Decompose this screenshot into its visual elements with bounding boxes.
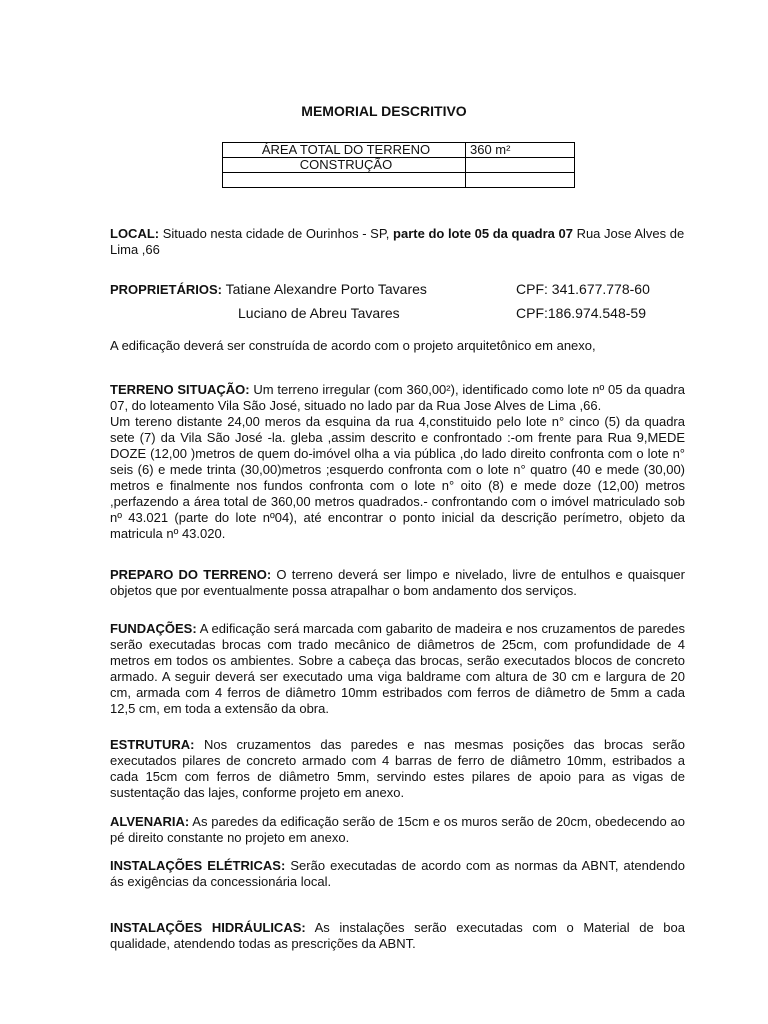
eletricas-text: Serão executadas de acordo com as normas da ABNT, atendendo ás exigências da concessionária local.: [110, 858, 685, 889]
intro-text: A edificação deverá ser construída de acordo com o projeto arquitetônico em anexo,: [110, 338, 596, 353]
terreno-text: Um terreno irregular (com 360,00²), identificado como lote nº 05 da quadra 07, do loteamento Vila São José, situado no lado par da Rua Jose Alves de Lima ,66.: [110, 382, 685, 413]
table-cell: [223, 173, 466, 188]
owner-cpf: CPF: 341.677.778-60: [516, 281, 650, 297]
local-section: [110, 226, 685, 258]
preparo-label: PREPARO DO TERRENO:: [110, 567, 272, 582]
estrutura-label: ESTRUTURA:: [110, 737, 195, 752]
preparo-section: [110, 567, 685, 599]
alvenaria-text: As paredes da edificação serão de 15cm e os muros serão de 20cm, obedecendo ao pé direito constante no projeto em anexo.: [110, 814, 685, 845]
table-cell: 360 m²: [466, 143, 575, 158]
area-table: [222, 142, 575, 188]
owners-label: PROPRIETÁRIOS:: [110, 282, 222, 297]
table-cell: [466, 173, 575, 188]
table-row: [223, 173, 575, 188]
terreno-label: TERRENO SITUAÇÃO:: [110, 382, 250, 397]
local-lot: parte do lote 05 da quadra 07: [393, 226, 573, 241]
local-text: Situado nesta cidade de Ourinhos - SP,: [162, 226, 390, 241]
fundacoes-section: [110, 621, 685, 717]
hidraulicas-section: [110, 920, 685, 952]
alvenaria-label: ALVENARIA:: [110, 814, 190, 829]
eletricas-section: [110, 858, 685, 890]
terreno-description: Um tereno distante 24,00 meros da esquina da rua 4,constituido pelo lote n° cinco (5) da quadra sete (7) da Vila São José -la. gleba ,assim descrito e confrontado :-om frente para Rua 9,MEDE DOZE (12,00 )metros de quem do-imóvel olha a via pública ,do lado direito confronta com o lote n° seis (6) e mede trinta (30,00)metros ;esquerdo confronta com o lote n° quatro (40 e mede (30,00) metros e finalmente nos fundos confronta com o lote n° oito (8) e mede doze (12,00) metros ,perfazendo a área total de 360,00 metros quadrados.- confrontando com o imóvel matriculado sob nº 43.021 (parte do lote nº04), até encontrar o ponto inicial da descrição perímetro, objeto da matricula nº 43.020.: [110, 414, 685, 541]
hidraulicas-text: As instalações serão executadas com o Material de boa qualidade, atendendo todas as prescrições da ABNT.: [110, 920, 685, 951]
table-cell: ÁREA TOTAL DO TERRENO: [223, 143, 466, 158]
alvenaria-section: [110, 814, 685, 846]
table-cell: [466, 158, 575, 173]
owners-section: [110, 281, 710, 325]
table-row: [223, 143, 575, 158]
document-title: MEMORIAL DESCRITIVO: [301, 103, 467, 119]
fundacoes-label: FUNDAÇÕES:: [110, 621, 197, 636]
table-cell: CONSTRUÇÃO: [223, 158, 466, 173]
local-label: LOCAL:: [110, 226, 160, 241]
hidraulicas-label: INSTALAÇÕES HIDRÁULICAS:: [110, 920, 306, 935]
fundacoes-text: A edificação será marcada com gabarito de madeira e nos cruzamentos de paredes serão executadas brocas com trado mecânico de diâmetros de 25cm, com profundidade de 4 metros em todos os ambientes. Sobre a cabeça das brocas, serão executados blocos de concreto armado. A seguir deverá ser executado uma viga baldrame com altura de 30 cm e largura de 20 cm, armada com 4 ferros de diâmetro 10mm estribados com ferros de diâmetro de 5mm a cada 12,5 cm, em toda a extensão da obra.: [110, 621, 685, 716]
eletricas-label: INSTALAÇÕES ELÉTRICAS:: [110, 858, 286, 873]
local-address: Rua Jose Alves de Lima ,66: [110, 226, 685, 257]
table-row: [223, 158, 575, 173]
owner-name: Tatiane Alexandre Porto Tavares: [225, 281, 427, 297]
estrutura-text: Nos cruzamentos das paredes e nas mesmas posições das brocas serão executados pilares de concreto armado com 4 barras de ferro de diâmetro 10mm, estribados a cada 15cm com ferros de diâmetro 5mm, servindo estes pilares de apoio para as vigas de sustentação das lajes, conforme projeto em anexo.: [110, 737, 685, 800]
owner-cpf: CPF:186.974.548-59: [516, 305, 646, 321]
preparo-text: O terreno deverá ser limpo e nivelado, livre de entulhos e quaisquer objetos que por eventualmente possa atrapalhar o bom andamento dos serviços.: [110, 567, 685, 598]
terreno-section: [110, 382, 685, 542]
owner-name: Luciano de Abreu Tavares: [238, 305, 400, 321]
estrutura-section: [110, 737, 685, 801]
